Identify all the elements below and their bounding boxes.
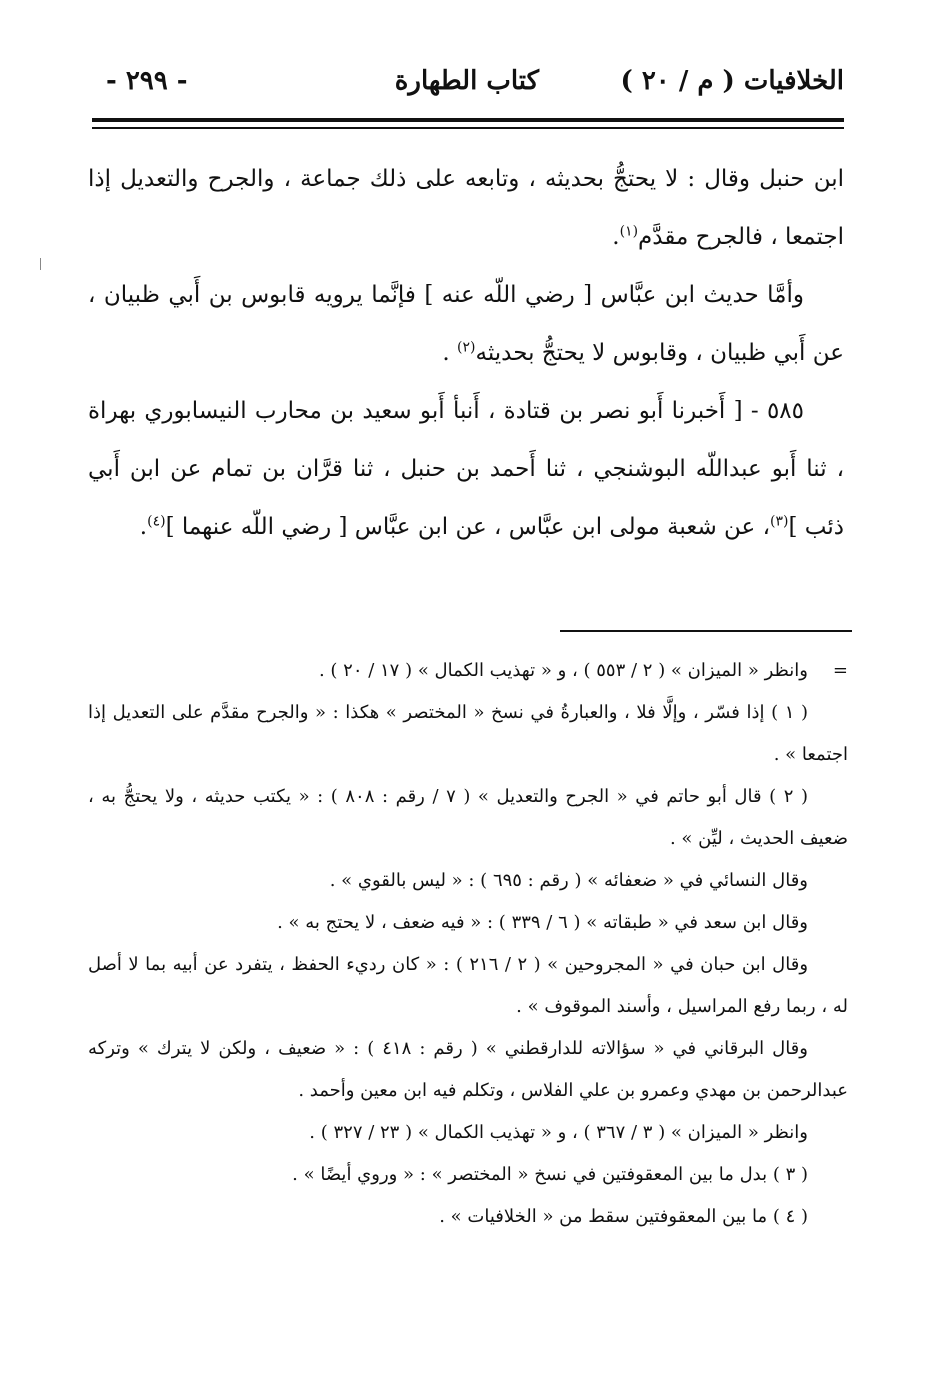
footnote-1: ( ١ ) إذا فسّر ، وإلَّا فلا ، والعبارةُ في نسخ « المختصر » هكذا : « والجرح مقدَّم على التعديل إذا اجتمعا » . — [88, 702, 848, 765]
paragraph-3-text: ٥٨٥ - [ أَخبرنا أَبو نصر بن قتادة ، أَنبأ أَبو سعيد بن محارب النيسابوري بهراة ، ثنا أَبو عبداللّه البوشنجي ، ثنا أَحمد بن حنبل ، ثنا قرَّان بن تمام عن ابن أَبي ذئب ] — [88, 398, 844, 540]
footnote-3: ( ٣ ) بدل ما بين المعقوفتين في نسخ « المختصر » : « وروي أيضًا » . — [292, 1164, 808, 1185]
paragraph-3-end: . — [139, 514, 148, 540]
paragraph-1 — [88, 150, 844, 266]
footnote-4: ( ٤ ) ما بين المعقوفتين سقط من « الخلافيات » . — [439, 1206, 808, 1227]
footnote-2-nasai: وقال النسائي في « ضعفائه » ( رقم : ٦٩٥ ) : « ليس بالقوي » . — [329, 870, 808, 891]
paragraph-3-mid: ، عن شعبة مولى ابن عبَّاس ، عن ابن عبَّاس [ رضي اللّه عنهما ] — [165, 514, 771, 540]
footnote-ref-3: (٣) — [770, 513, 789, 530]
footnote-separator — [560, 630, 852, 632]
paragraph-2-end: . — [442, 340, 458, 366]
paragraph-2 — [88, 266, 844, 382]
paragraph-2-text: وأمَّا حديث ابن عبَّاس [ رضي اللّه عنه ] فإنَّما يرويه قابوس بن أَبي ظبيان ، عن أَبي ظبيان ، وقابوس لا يحتجُّ بحديثه — [88, 282, 844, 366]
running-header — [92, 66, 844, 106]
footnote-2-see-also: وانظر « الميزان » ( ٣ / ٣٦٧ ) ، و « تهذيب الكمال » ( ٢٣ / ٣٢٧ ) . — [309, 1122, 808, 1143]
header-rule-thick — [92, 118, 844, 122]
header-chapter-title: كتاب الطهارة — [394, 66, 539, 96]
footnote-2-ibn-hibban: وقال ابن حبان في « المجروحين » ( ٢ / ٢١٦ ) : « كان رديء الحفظ ، يتفرد عن أبيه بما لا أصل له ، ربما رفع المراسيل ، وأسند الموقوف » . — [88, 954, 848, 1017]
footnote-ref-1: (١) — [619, 223, 639, 240]
paragraph-1-text: ابن حنبل وقال : لا يحتجُّ بحديثه ، وتابعه على ذلك جماعة ، والجرح والتعديل إذا اجتمعا ، فالجرح مقدَّم — [88, 166, 844, 250]
margin-mark — [40, 258, 41, 270]
footnote-2: ( ٢ ) قال أبو حاتم في « الجرح والتعديل » ( ٧ / رقم : ٨٠٨ ) : « يكتب حديثه ، ولا يحتجُّ به ، ضعيف الحديث ، ليِّن » . — [88, 786, 848, 849]
footnote-2-ibn-saad: وقال ابن سعد في « طبقاته » ( ٦ / ٣٣٩ ) : « فيه ضعف ، لا يحتج به » . — [277, 912, 808, 933]
footnote-continuation-text: وانظر « الميزان » ( ٢ / ٥٥٣ ) ، و « تهذيب الكمال » ( ١٧ / ٢٠ ) . — [318, 660, 808, 681]
main-text — [88, 150, 844, 556]
footnote-2-barqani: وقال البرقاني في « سؤالاته للدارقطني » ( رقم : ٤١٨ ) : « ضعيف ، ولكن لا يترك » وتركه عبدالرحمن بن مهدي وعمرو بن علي الفلاس ، وتكلم فيه ابن معين وأحمد . — [88, 1038, 848, 1101]
header-volume-label: الخلافيات ( م / ٢٠ ) — [620, 66, 844, 96]
footnote-ref-2: (٢) — [457, 339, 476, 356]
paragraph-3 — [88, 382, 844, 556]
footnote-ref-4: (٤) — [147, 513, 166, 530]
header-rule-thin — [92, 127, 844, 129]
footnote-continuation — [88, 650, 848, 692]
header-page-number: - ٢٩٩ - — [106, 66, 188, 96]
continuation-mark: = — [832, 660, 848, 681]
paragraph-1-end: . — [612, 224, 620, 250]
footnotes — [88, 650, 848, 1238]
